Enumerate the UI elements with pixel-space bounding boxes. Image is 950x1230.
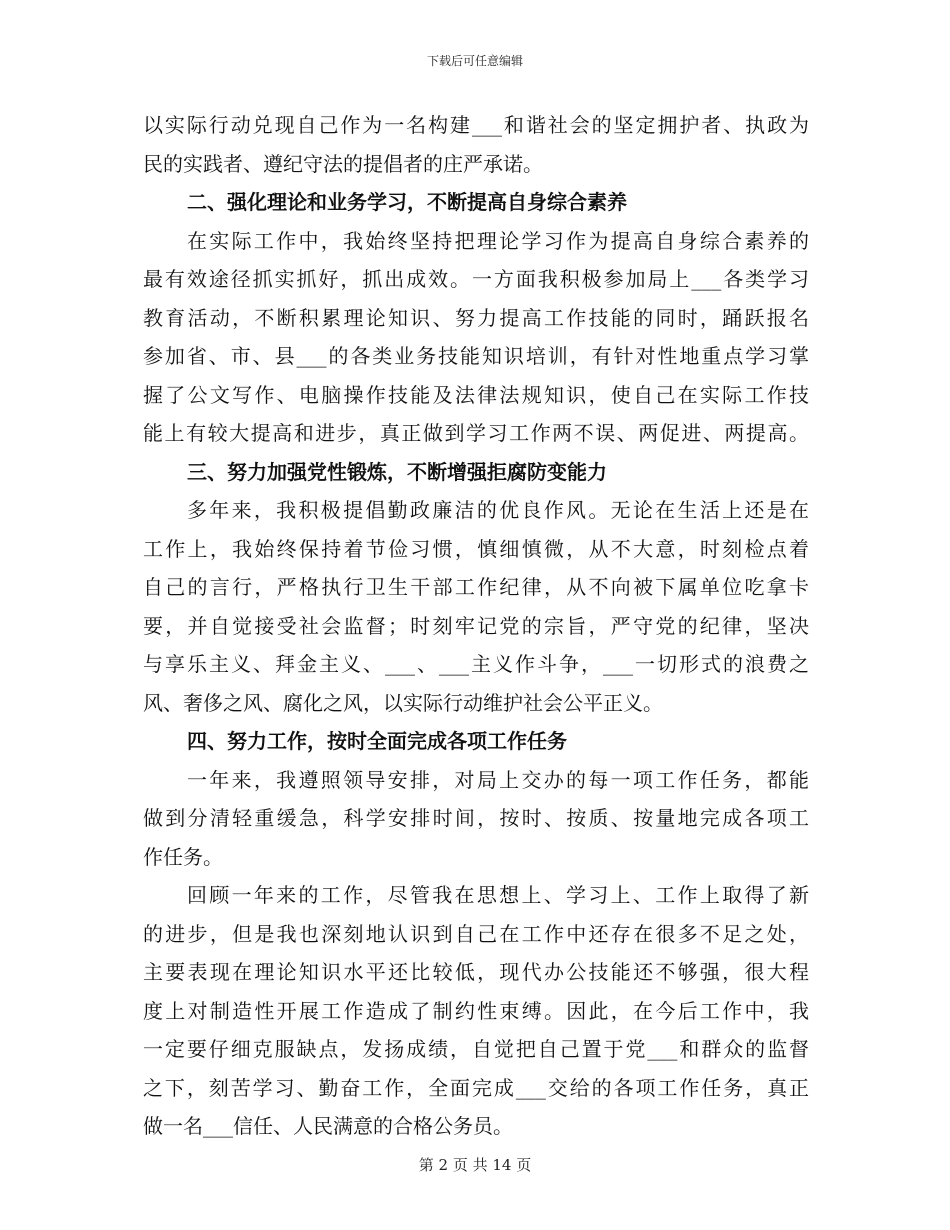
text-line: 自己的言行，严格执行卫生干部工作纪律，从不向被下属单位吃拿卡 bbox=[143, 575, 809, 599]
text-line: 教育活动，不断积累理论知识、努力提高工作技能的同时，踊跃报名 bbox=[143, 305, 809, 330]
text-line: 做一名___信任、人民满意的合格公务员。 bbox=[143, 1114, 513, 1138]
text-line: 风、奢侈之风、腐化之风，以实际行动维护社会公平正义。 bbox=[143, 690, 663, 715]
text-line: 做到分清轻重缓急，科学安排时间，按时、按质、按量地完成各项工 bbox=[143, 806, 809, 830]
text-line: 工作上，我始终保持着节俭习惯，慎细慎微，从不大意，时刻检点着 bbox=[143, 536, 809, 561]
text-line: 的进步，但是我也深刻地认识到自己在工作中还存在很多不足之处， bbox=[143, 921, 809, 946]
text-line: 以实际行动兑现自己作为一名构建___和谐社会的坚定拥护者、执政为 bbox=[143, 113, 809, 137]
text-line: 之下，刻苦学习、勤奋工作，全面完成___交给的各项工作任务，真正 bbox=[143, 1075, 809, 1100]
text-line: 多年来，我积极提倡勤政廉洁的优良作风。无论在生活上还是在 bbox=[187, 498, 809, 522]
text-line: 一定要仔细克服缺点，发扬成绩，自觉把自己置于党___和群众的监督 bbox=[143, 1037, 809, 1061]
section-heading: 四、努力工作，按时全面完成各项工作任务 bbox=[187, 729, 567, 753]
text-line: 握了公文写作、电脑操作技能及法律法规知识，使自己在实际工作技 bbox=[143, 382, 809, 407]
document-body bbox=[143, 106, 809, 1146]
text-line: 要，并自觉接受社会监督；时刻牢记党的宗旨，严守党的纪律，坚决 bbox=[143, 613, 809, 638]
section-heading: 二、强化理论和业务学习，不断提高自身综合素养 bbox=[187, 190, 627, 214]
text-line: 回顾一年来的工作，尽管我在思想上、学习上、工作上取得了新 bbox=[187, 883, 809, 907]
page-footer: 第 2 页 共 14 页 bbox=[418, 1156, 532, 1174]
text-line: 最有效途径抓实抓好，抓出成效。一方面我积极参加局上___各类学习 bbox=[143, 267, 809, 291]
text-line: 能上有较大提高和进步，真正做到学习工作两不误、两促进、两提高。 bbox=[143, 421, 809, 445]
page-header: 下载后可任意编辑 bbox=[426, 54, 523, 68]
text-line: 度上对制造性开展工作造成了制约性束缚。因此，在今后工作中，我 bbox=[143, 998, 809, 1023]
text-line: 作任务。 bbox=[143, 844, 223, 869]
text-line: 在实际工作中，我始终坚持把理论学习作为提高自身综合素养的 bbox=[187, 228, 809, 253]
section-heading: 三、努力加强党性锻炼，不断增强拒腐防变能力 bbox=[187, 459, 607, 484]
text-line: 与享乐主义、拜金主义、___、___主义作斗争，___一切形式的浪费之 bbox=[143, 652, 809, 676]
text-line: 民的实践者、遵纪守法的提倡者的庄严承诺。 bbox=[143, 151, 543, 176]
text-line: 参加省、市、县___的各类业务技能知识培训，有针对性地重点学习掌 bbox=[143, 344, 809, 368]
text-line: 主要表现在理论知识水平还比较低，现代办公技能还不够强，很大程 bbox=[143, 960, 809, 984]
text-line: 一年来，我遵照领导安排，对局上交办的每一项工作任务，都能 bbox=[187, 767, 809, 792]
